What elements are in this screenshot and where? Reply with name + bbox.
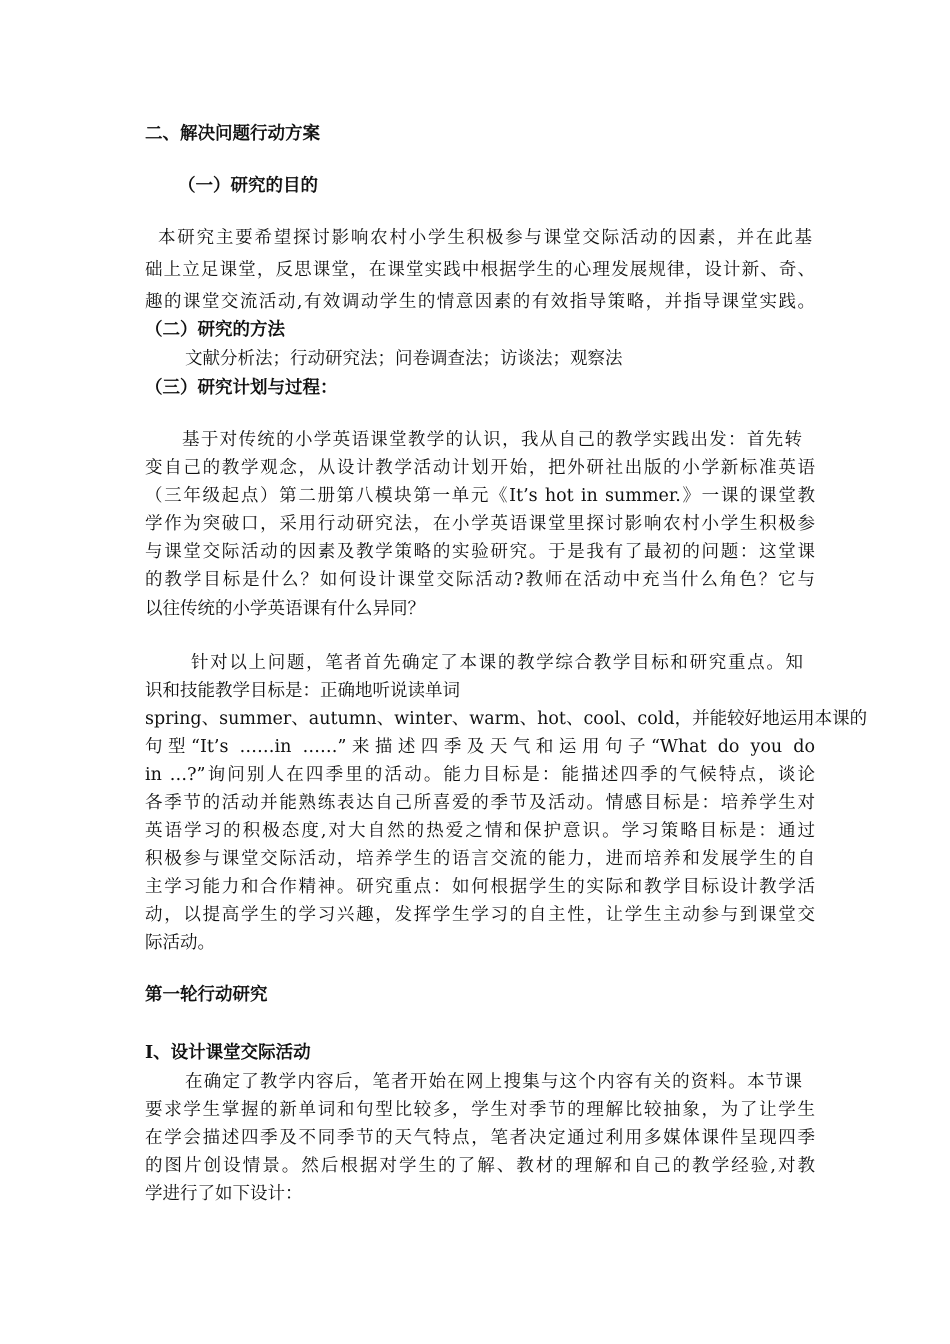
round1-heading: 第一轮行动研究	[145, 985, 268, 1005]
sub3-para2-line: spring、summer、autumn、winter、warm、hot、cool、cold，并能较好地运用本课的	[145, 709, 868, 729]
sub3-para1-line: 与课堂交际活动的因素及教学策略的实验研究。于是我有了最初的问题：这堂课	[145, 542, 815, 562]
sub1-heading: （一）研究的目的	[178, 176, 318, 196]
round1-para-line: 要求学生掌握的新单词和句型比较多，学生对季节的理解比较抽象，为了让学生	[145, 1100, 815, 1120]
round1-para-line: 在确定了教学内容后，笔者开始在网上搜集与这个内容有关的资料。本节课	[185, 1072, 802, 1092]
sub3-para2-line: 识和技能教学目标是：正确地听说读单词	[145, 681, 460, 701]
sub1-line: 趣的课堂交流活动,有效调动学生的情意因素的有效指导策略，并指导课堂实践。	[145, 292, 815, 312]
sub2-heading: （二）研究的方法	[145, 320, 285, 340]
sub3-para2-line: 际活动。	[145, 933, 215, 953]
sub3-para1-line: 的教学目标是什么？如何设计课堂交际活动?教师在活动中充当什么角色？它与	[145, 570, 815, 590]
sub3-para1-line: 以往传统的小学英语课有什么异同？	[145, 599, 425, 619]
sub3-para2-line: 句型“It’s ……in ……”来描述四季及天气和运用句子“What do you do	[145, 737, 815, 757]
sub2-methods: 文献分析法；行动研究法；问卷调查法；访谈法；观察法	[185, 349, 623, 369]
sub3-para2-line: in …?”询问别人在四季里的活动。能力目标是：能描述四季的气候特点，谈论	[145, 765, 815, 785]
round1-subheading: Ⅰ、设计课堂交际活动	[145, 1043, 311, 1063]
sub3-para2-line: 动，以提高学生的学习兴趣，发挥学生学习的自主性，让学生主动参与到课堂交	[145, 905, 815, 925]
sub3-para2-line: 英语学习的积极态度,对大自然的热爱之情和保护意识。学习策略目标是：通过	[145, 821, 815, 841]
sub3-para1-line: 学作为突破口，采用行动研究法，在小学英语课堂里探讨影响农村小学生积极参	[145, 514, 815, 534]
sub1-line: 础上立足课堂，反思课堂，在课堂实践中根据学生的心理发展规律，设计新、奇、	[145, 260, 815, 280]
sub3-para2-line: 针对以上问题，笔者首先确定了本课的教学综合教学目标和研究重点。知	[191, 653, 803, 673]
sub3-para1-line: （三年级起点）第二册第八模块第一单元《It’s hot in summer.》一课的课堂教	[145, 486, 815, 506]
sub3-para2-line: 各季节的活动并能熟练表达自己所喜爱的季节及活动。情感目标是：培养学生对	[145, 793, 815, 813]
round1-para-line: 的图片创设情景。然后根据对学生的了解、教材的理解和自己的教学经验,对教	[145, 1156, 815, 1176]
section-heading: 二、解决问题行动方案	[145, 124, 320, 144]
sub3-heading: （三）研究计划与过程：	[145, 378, 338, 398]
sub3-para1-line: 基于对传统的小学英语课堂教学的认识，我从自己的教学实践出发：首先转	[182, 430, 802, 450]
sub3-para2-line: 积极参与课堂交际活动，培养学生的语言交流的能力，进而培养和发展学生的自	[145, 849, 815, 869]
sub3-para1-line: 变自己的教学观念，从设计教学活动计划开始，把外研社出版的小学新标准英语	[145, 458, 815, 478]
round1-para-line: 学进行了如下设计：	[145, 1184, 303, 1204]
sub1-line: 本研究主要希望探讨影响农村小学生积极参与课堂交际活动的因素，并在此基	[158, 228, 812, 248]
round1-para-line: 在学会描述四季及不同季节的天气特点，笔者决定通过利用多媒体课件呈现四季	[145, 1128, 815, 1148]
sub3-para2-line: 主学习能力和合作精神。研究重点：如何根据学生的实际和教学目标设计教学活	[145, 877, 815, 897]
